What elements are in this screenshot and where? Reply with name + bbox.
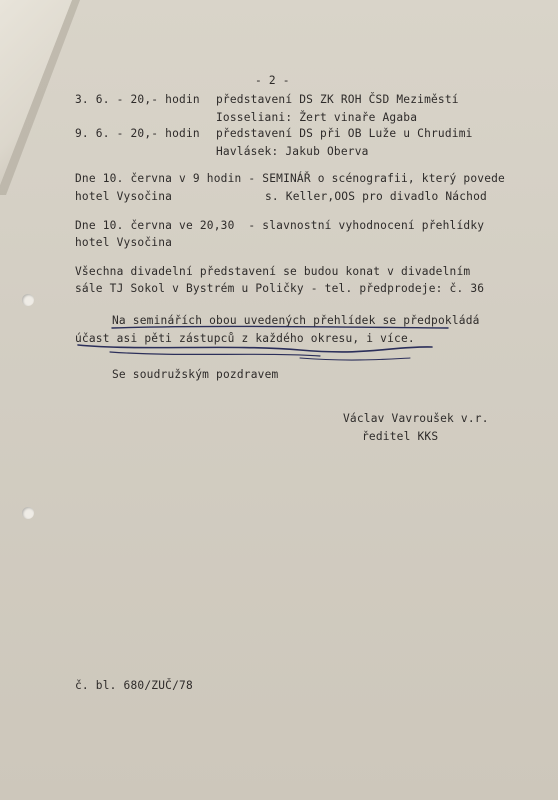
signature-title: ředitel KKS xyxy=(362,430,439,443)
schedule-1-play: Iosseliani: Žert vinaře Agaba xyxy=(216,111,418,124)
schedule-2-play: Havlásek: Jakub Oberva xyxy=(216,145,369,158)
schedule-2-date: 9. 6. - 20,- hodin xyxy=(75,127,200,140)
schedule-2-event: představení DS při OB Luže u Chrudimi xyxy=(216,127,473,140)
reference-number: č. bl. 680/ZUČ/78 xyxy=(75,679,193,692)
evaluation-line-2: hotel Vysočina xyxy=(75,236,173,249)
page-number: - 2 - xyxy=(255,74,290,87)
seminar-place: hotel Vysočina xyxy=(75,190,173,203)
performances-line-2: sále TJ Sokol v Bystrém u Poličky - tel. předprodeje: č. 36 xyxy=(75,282,485,295)
performances-line-1: Všechna divadelní představení se budou konat v divadelním xyxy=(75,265,471,278)
schedule-1-date: 3. 6. - 20,- hodin xyxy=(75,93,200,106)
signature-name: Václav Vavroušek v.r. xyxy=(343,412,489,425)
greeting: Se soudružským pozdravem xyxy=(112,368,279,381)
seminar-line-1: Dne 10. června v 9 hodin - SEMINÁŘ o scénografii, který povede xyxy=(75,172,505,185)
seminar-lecturer: s. Keller,OOS pro divadlo Náchod xyxy=(265,190,487,203)
evaluation-line-1: Dne 10. června ve 20,30 - slavnostní vyhodnocení přehlídky xyxy=(75,219,485,232)
note-line-1: Na seminářích obou uvedených přehlídek se předpokládá xyxy=(112,314,480,327)
schedule-1-event: představení DS ZK ROH ČSD Meziměstí xyxy=(216,93,459,106)
note-line-2: účast asi pěti zástupců z každého okresu, i více. xyxy=(75,332,415,345)
